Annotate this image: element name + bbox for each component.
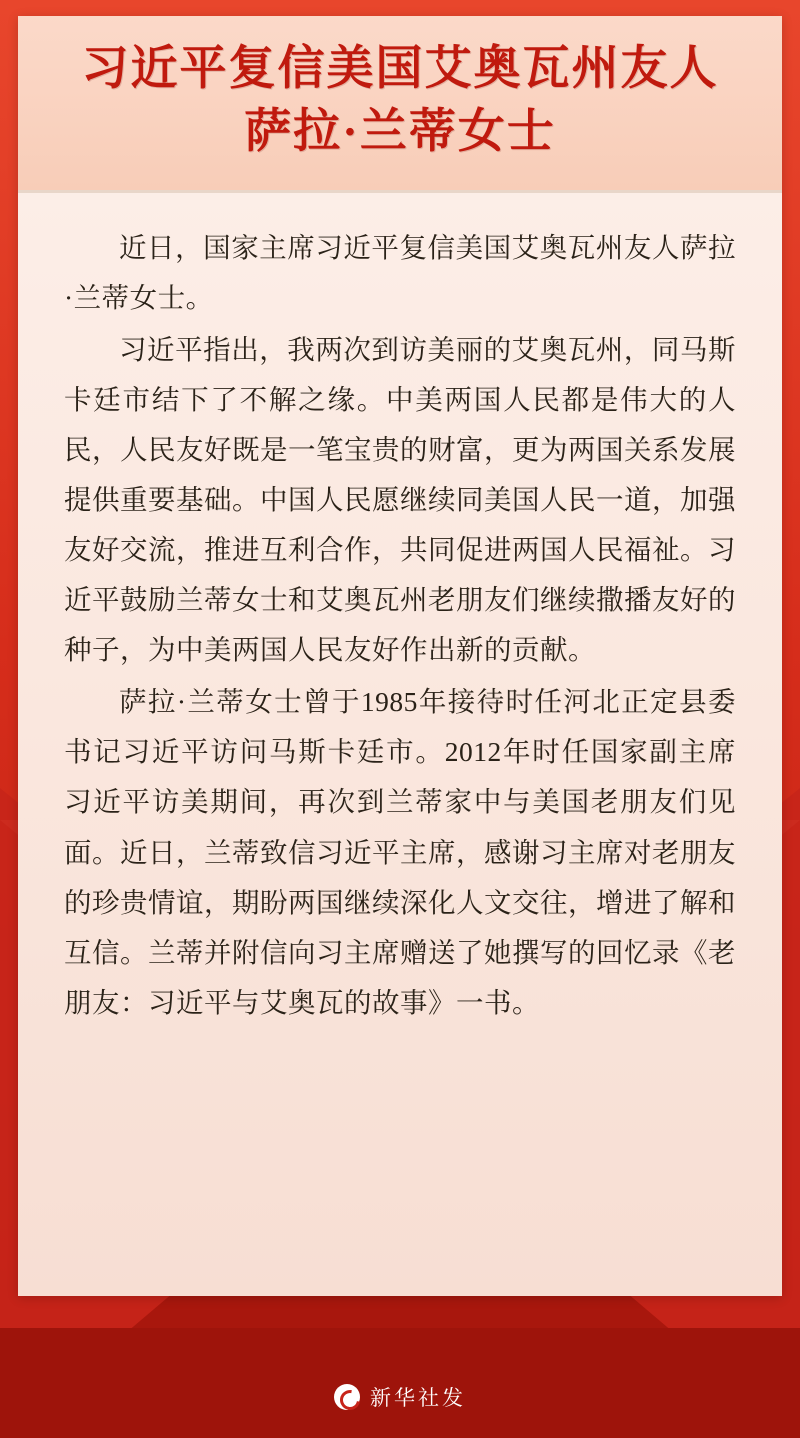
xinhua-logo-icon: [334, 1384, 360, 1410]
page-title-line-1: 习近平复信美国艾奥瓦州友人: [81, 43, 719, 95]
article-card: [18, 16, 782, 1296]
article-paragraph: 习近平指出，我两次到访美丽的艾奥瓦州，同马斯卡廷市结下了不解之缘。中美两国人民都是伟大的人民，人民友好既是一笔宝贵的财富，更为两国关系发展提供重要基础。中国人民愿继续同美国人民一道，加强友好交流，推进互利合作，共同促进两国人民福祉。习近平鼓励兰蒂女士和艾奥瓦州老朋友们继续撒播友好的种子，为中美两国人民友好作出新的贡献。: [64, 334, 736, 666]
article-paragraph: 近日，国家主席习近平复信美国艾奥瓦州友人萨拉·兰蒂女士。: [64, 231, 736, 313]
footer-credit-label: 新华社发: [370, 1387, 466, 1410]
title-banner: [18, 16, 782, 193]
page-title-line-2: 萨拉·兰蒂女士: [244, 105, 556, 158]
article-paragraph: 萨拉·兰蒂女士曾于1985年接待时任河北正定县委书记习近平访问马斯卡廷市。2012年时任国家副主席习近平访美期间，再次到兰蒂家中与美国老朋友们见面。近日，兰蒂致信习近平主席，感谢习主席对老朋友的珍贵情谊，期盼两国继续深化人文交往，增进了解和互信。兰蒂并附信向习主席赠送了她撰写的回忆录《老朋友：习近平与艾奥瓦的故事》一书。: [64, 686, 736, 1018]
article-body: [18, 193, 782, 1028]
footer-credit: [0, 1382, 800, 1412]
